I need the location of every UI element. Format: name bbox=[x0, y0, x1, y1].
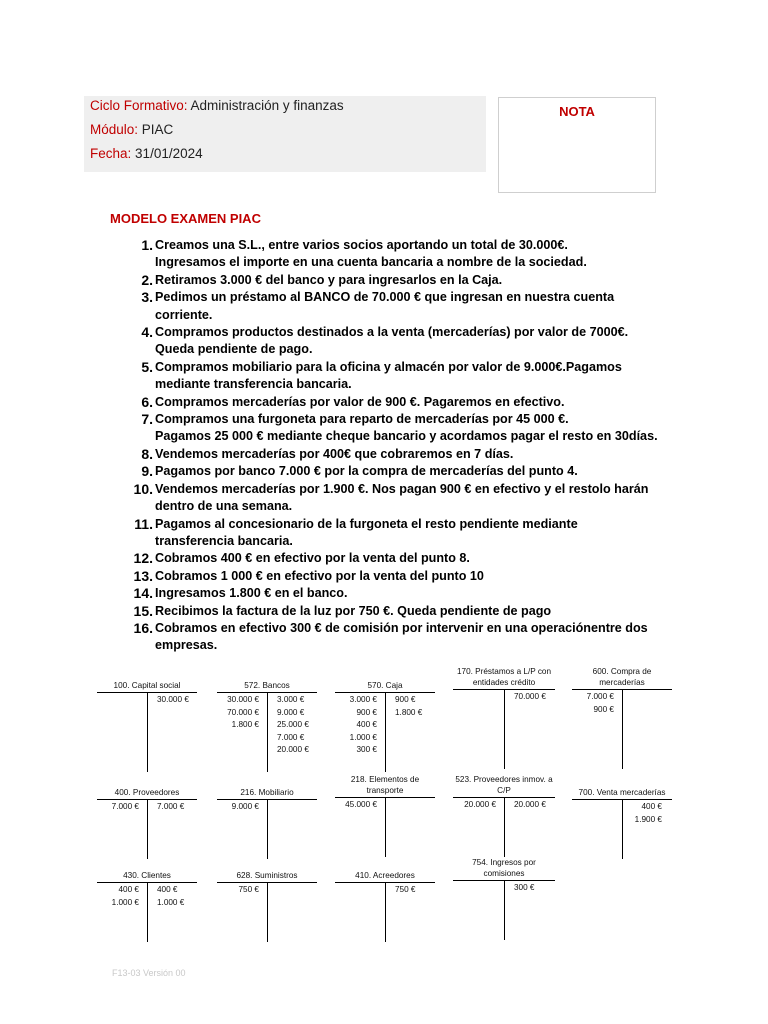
t-account-title-line: 570. Caja bbox=[367, 681, 403, 690]
t-account-title-line: 523. Proveedores inmov. a bbox=[455, 775, 553, 784]
t-account-credit bbox=[395, 694, 422, 719]
t-account-title-line: comisiones bbox=[483, 869, 525, 878]
t-account-title-line: C/P bbox=[497, 786, 511, 795]
question-text-line: Compramos mercaderías por valor de 900 €. Pagaremos en efectivo. bbox=[155, 394, 565, 409]
question-number: 2. bbox=[141, 271, 153, 288]
ciclo-label: Ciclo Formativo: bbox=[90, 98, 188, 113]
t-account-divider bbox=[622, 689, 623, 769]
document-version: F13-03 Versión 00 bbox=[112, 968, 186, 978]
question-text-line: Compramos una furgoneta para reparto de mercaderías por 45 000 €. bbox=[155, 412, 569, 427]
question-number: 5. bbox=[141, 358, 153, 375]
question-item bbox=[128, 481, 668, 516]
credit-entry: 1.000 € bbox=[157, 897, 185, 907]
t-account-title-line: 572. Bancos bbox=[244, 681, 290, 690]
grade-box bbox=[498, 97, 656, 193]
credit-entry: 30.000 € bbox=[157, 695, 189, 704]
modulo-value: PIAC bbox=[141, 122, 174, 137]
question-number: 10. bbox=[133, 480, 153, 497]
t-account-divider bbox=[504, 689, 505, 769]
question-text-line: Cobramos 400 € en efectivo por la venta del punto 8. bbox=[155, 551, 470, 566]
t-account-title-line: transporte bbox=[366, 786, 404, 795]
t-account-title bbox=[217, 680, 317, 691]
t-account-title-line: 700. Venta mercaderías bbox=[578, 788, 666, 797]
t-account-credit bbox=[157, 694, 189, 707]
t-account-title-line: 410. Acreedores bbox=[355, 871, 415, 880]
fecha-label: Fecha: bbox=[90, 146, 132, 161]
question-item bbox=[128, 394, 668, 411]
question-item bbox=[128, 324, 668, 359]
t-account-divider bbox=[147, 799, 148, 859]
t-account-title-line: 170. Préstamos a L/P con bbox=[456, 667, 552, 676]
t-account-divider bbox=[147, 692, 148, 772]
t-account-title-line: 216. Mobiliario bbox=[240, 788, 294, 797]
question-number: 9. bbox=[141, 463, 153, 480]
credit-entry: 7.000 € bbox=[277, 732, 305, 742]
debit-entry: 70.000 € bbox=[227, 707, 259, 717]
ciclo-value: Administración y finanzas bbox=[190, 98, 344, 113]
credit-entry: 20.000 € bbox=[514, 800, 546, 809]
debit-entry: 900 € bbox=[593, 704, 614, 714]
t-account-title-line: 628. Suministros bbox=[236, 871, 298, 880]
t-account-title bbox=[97, 787, 197, 798]
t-account-divider bbox=[504, 797, 505, 857]
t-account-debit bbox=[239, 884, 260, 897]
question-text-line: Vendemos mercaderías por 400€ que cobraremos en 7 días. bbox=[155, 446, 514, 461]
t-account-divider bbox=[622, 799, 623, 859]
t-account-title bbox=[453, 666, 555, 688]
t-account-credit bbox=[514, 882, 535, 895]
t-account-title bbox=[453, 774, 555, 796]
credit-entry: 20.000 € bbox=[277, 745, 309, 754]
grade-label: NOTA bbox=[559, 104, 595, 119]
question-text-line: Pedimos un préstamo al BANCO de 70.000 € que ingresan en nuestra cuenta bbox=[155, 290, 615, 305]
t-account-title bbox=[97, 870, 197, 881]
t-account-title-line: 754. Ingresos por bbox=[472, 858, 536, 867]
fecha-value: 31/01/2024 bbox=[135, 146, 203, 161]
debit-entry: 30.000 € bbox=[227, 695, 259, 704]
credit-entry: 9.000 € bbox=[277, 707, 305, 717]
question-number: 11. bbox=[134, 515, 153, 532]
debit-entry: 20.000 € bbox=[464, 800, 496, 809]
question-text-line: Creamos una S.L., entre varios socios aportando un total de 30.000€. bbox=[155, 238, 568, 252]
credit-entry: 400 € bbox=[157, 885, 178, 894]
t-account-credit bbox=[635, 801, 662, 826]
question-number: 1. bbox=[141, 237, 153, 253]
t-account-title-line: mercaderías bbox=[599, 678, 645, 687]
credit-entry: 1.800 € bbox=[395, 707, 423, 717]
t-account-credit bbox=[157, 884, 184, 909]
debit-entry: 400 € bbox=[356, 720, 377, 729]
question-text-line: empresas. bbox=[155, 638, 218, 653]
credit-entry: 7.000 € bbox=[157, 802, 185, 811]
question-text-line: Queda pendiente de pago. bbox=[155, 342, 313, 357]
t-account-title bbox=[217, 870, 317, 881]
debit-entry: 400 € bbox=[118, 885, 139, 894]
question-text-line: Vendemos mercaderías por 1.900 €. Nos pagan 900 € en efectivo y el restolo harán bbox=[155, 481, 649, 496]
modulo-label: Módulo: bbox=[90, 122, 139, 137]
credit-entry: 25.000 € bbox=[277, 720, 309, 729]
t-account-divider bbox=[504, 880, 505, 940]
question-number: 3. bbox=[141, 289, 153, 306]
question-text-line: dentro de una semana. bbox=[155, 499, 293, 514]
t-account-divider bbox=[385, 692, 386, 772]
t-account-title-line: 218. Elementos de bbox=[350, 775, 420, 784]
question-item bbox=[128, 446, 668, 463]
debit-entry: 1.800 € bbox=[231, 720, 259, 729]
t-account-debit bbox=[350, 694, 377, 757]
t-account-title bbox=[97, 680, 197, 691]
t-account-title bbox=[335, 774, 435, 796]
t-account-debit bbox=[227, 694, 259, 732]
credit-entry: 400 € bbox=[641, 802, 662, 811]
debit-entry: 3.000 € bbox=[349, 695, 377, 704]
t-account-debit bbox=[464, 799, 496, 812]
debit-entry: 7.000 € bbox=[586, 692, 614, 701]
t-account-divider bbox=[267, 882, 268, 942]
question-number: 4. bbox=[141, 324, 153, 341]
question-text-line: Recibimos la factura de la luz por 750 €. Queda pendiente de pago bbox=[155, 603, 552, 618]
debit-entry: 900 € bbox=[356, 707, 377, 717]
question-number: 14. bbox=[133, 585, 153, 602]
t-account-credit bbox=[157, 801, 184, 814]
t-account-divider bbox=[267, 692, 268, 772]
question-item bbox=[128, 585, 668, 602]
t-account-title-line: 100. Capital social bbox=[113, 681, 181, 690]
t-account-title bbox=[335, 870, 435, 881]
question-item bbox=[128, 603, 668, 620]
question-text-line: Compramos productos destinados a la venta (mercaderías) por valor de 7000€. bbox=[155, 325, 629, 340]
question-number: 8. bbox=[141, 445, 153, 462]
question-number: 6. bbox=[141, 393, 153, 410]
t-account-divider bbox=[385, 882, 386, 942]
t-account-title bbox=[572, 787, 672, 798]
t-account-debit bbox=[112, 801, 139, 814]
t-account-debit bbox=[112, 884, 139, 909]
question-item bbox=[128, 272, 668, 289]
question-item bbox=[128, 411, 668, 446]
question-number: 7. bbox=[141, 411, 153, 428]
t-account-credit bbox=[514, 799, 546, 812]
t-account-debit bbox=[345, 799, 377, 812]
question-item bbox=[128, 568, 668, 585]
question-text-line: Retiramos 3.000 € del banco y para ingresarlos en la Caja. bbox=[155, 272, 503, 287]
question-number: 16. bbox=[133, 619, 153, 636]
credit-entry: 750 € bbox=[395, 885, 416, 894]
question-text-line: Cobramos 1 000 € en efectivo por la venta del punto 10 bbox=[155, 568, 484, 583]
credit-entry: 1.900 € bbox=[634, 814, 662, 824]
debit-entry: 45.000 € bbox=[345, 800, 377, 809]
debit-entry: 1.000 € bbox=[349, 732, 377, 742]
credit-entry: 900 € bbox=[395, 695, 416, 704]
t-account-credit bbox=[395, 884, 416, 897]
t-account-debit bbox=[232, 801, 259, 814]
question-item bbox=[128, 359, 668, 394]
t-account-title-line: 600. Compra de bbox=[592, 667, 652, 676]
question-item bbox=[128, 463, 668, 480]
t-account-divider bbox=[385, 797, 386, 857]
question-text-line: Ingresamos 1.800 € en el banco. bbox=[155, 586, 348, 601]
question-text-line: Cobramos en efectivo 300 € de comisión por intervenir en una operaciónentre dos bbox=[155, 620, 648, 635]
debit-entry: 750 € bbox=[238, 885, 259, 894]
t-account-debit bbox=[587, 691, 614, 716]
question-text-line: Pagamos 25 000 € mediante cheque bancario y acordamos pagar el resto en 30días. bbox=[155, 429, 658, 444]
question-number: 15. bbox=[133, 602, 153, 619]
credit-entry: 300 € bbox=[514, 883, 535, 892]
debit-entry: 1.000 € bbox=[111, 897, 139, 907]
modulo-row bbox=[90, 122, 173, 137]
t-account-title-line: entidades crédito bbox=[472, 678, 536, 687]
question-number: 13. bbox=[133, 567, 153, 584]
t-account-credit bbox=[277, 694, 309, 757]
t-account-title-line: 430. Clientes bbox=[123, 871, 171, 880]
question-text-line: Pagamos por banco 7.000 € por la compra de mercaderías del punto 4. bbox=[155, 464, 578, 479]
t-account-title-line: 400. Proveedores bbox=[114, 788, 180, 797]
exam-title: MODELO EXAMEN PIAC bbox=[110, 211, 261, 226]
question-text-line: Compramos mobiliario para la oficina y almacén por valor de 9.000€.Pagamos bbox=[155, 359, 622, 374]
t-account-title bbox=[453, 857, 555, 879]
question-item bbox=[128, 620, 668, 655]
question-item bbox=[128, 550, 668, 567]
question-text-line: corriente. bbox=[155, 307, 213, 322]
question-text-line: transferencia bancaria. bbox=[155, 533, 293, 548]
fecha-row bbox=[90, 146, 203, 161]
t-account-divider bbox=[147, 882, 148, 942]
debit-entry: 7.000 € bbox=[111, 802, 139, 811]
credit-entry: 70.000 € bbox=[514, 692, 546, 701]
question-number: 12. bbox=[133, 550, 153, 567]
t-account-credit bbox=[514, 691, 546, 704]
debit-entry: 300 € bbox=[356, 745, 377, 754]
question-text-line: Ingresamos el importe en una cuenta bancaria a nombre de la sociedad. bbox=[155, 255, 587, 270]
t-account-title bbox=[335, 680, 435, 691]
t-account-title bbox=[217, 787, 317, 798]
question-text-line: Pagamos al concesionario de la furgoneta el resto pendiente mediante bbox=[155, 516, 578, 531]
debit-entry: 9.000 € bbox=[231, 802, 259, 811]
question-item bbox=[128, 289, 668, 324]
t-account-divider bbox=[267, 799, 268, 859]
credit-entry: 3.000 € bbox=[277, 695, 305, 704]
question-text-line: mediante transferencia bancaria. bbox=[155, 377, 352, 392]
question-list bbox=[128, 237, 668, 655]
question-item bbox=[128, 237, 668, 272]
ciclo-row bbox=[90, 98, 344, 113]
t-account-title bbox=[572, 666, 672, 688]
question-item bbox=[128, 516, 668, 551]
